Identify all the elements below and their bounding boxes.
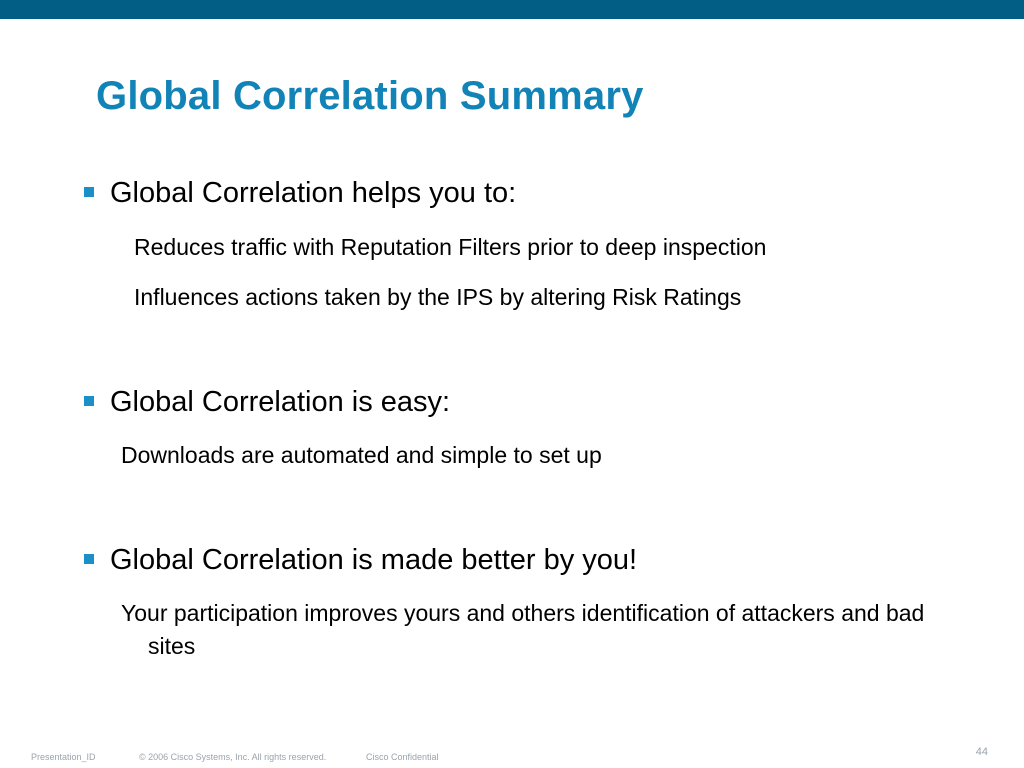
- sub-item-influences-actions: Influences actions taken by the IPS by altering Risk Ratings: [134, 284, 742, 310]
- square-bullet-icon: [84, 396, 94, 406]
- footer-presentation-id: Presentation_ID: [31, 752, 96, 762]
- bullet-text: Global Correlation is easy:: [110, 386, 451, 418]
- footer-copyright: © 2006 Cisco Systems, Inc. All rights reserved.: [139, 752, 327, 762]
- footer-confidential: Cisco Confidential: [366, 752, 439, 762]
- sub-item-participation: Your participation improves yours and others identification of attackers and bad sites: [121, 600, 925, 659]
- top-banner-bar: [0, 0, 1024, 19]
- square-bullet-icon: [84, 187, 94, 197]
- bullet-text: Global Correlation is made better by you!: [110, 544, 638, 576]
- page-number: 44: [975, 746, 988, 758]
- slide-title: Global Correlation Summary: [96, 74, 644, 118]
- sub-item-downloads: Downloads are automated and simple to set up: [121, 442, 602, 468]
- sub-item-reduces-traffic: Reduces traffic with Reputation Filters prior to deep inspection: [134, 234, 767, 260]
- bullet-text: Global Correlation helps you to:: [110, 177, 517, 209]
- square-bullet-icon: [84, 554, 94, 564]
